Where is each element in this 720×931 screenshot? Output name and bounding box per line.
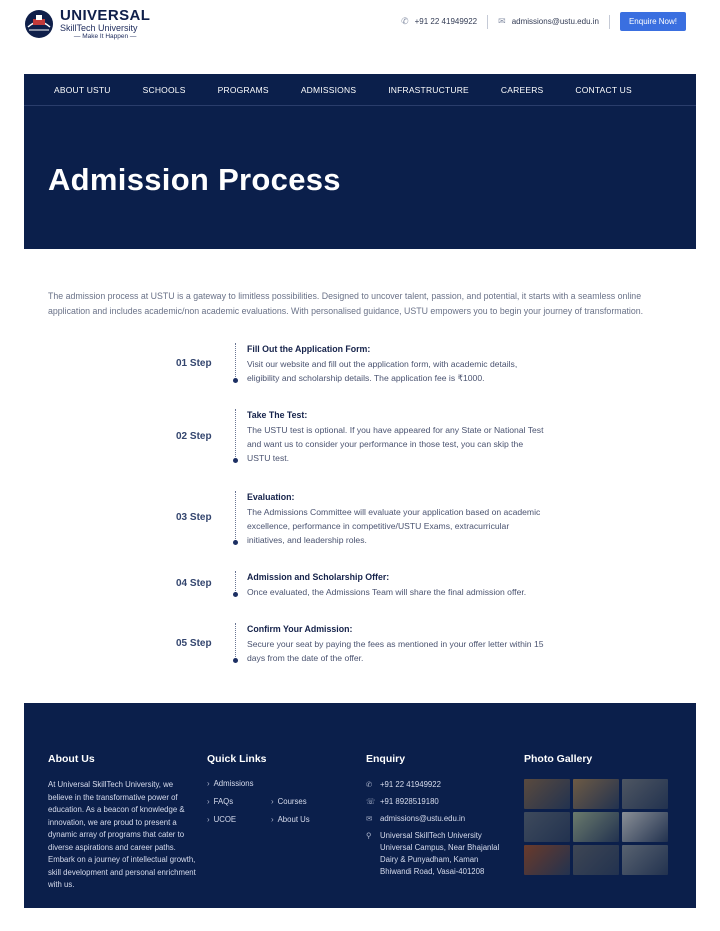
step-number: 05 Step [176, 638, 212, 649]
intro-paragraph: The admission process at USTU is a gateway to limitless possibilities. Designed to uncover talent, passion, and potential, it starts with a seamless online application and includes academic/non academic evaluations. With personalised guidance, USTU empowers you to begin your journey of transformation. [48, 291, 644, 316]
step-title: Evaluation: [247, 492, 295, 502]
timeline-dot [233, 592, 238, 597]
footer-address: ⚲ Universal SkillTech University Universal Campus, Near Bhajanlal Dairy & Punyadham, Kaman Bhiwandi Road, Vasai-401208 [366, 831, 500, 876]
step-title: Confirm Your Admission: [247, 624, 353, 634]
gallery-photo[interactable] [524, 845, 570, 875]
header-contact [401, 12, 686, 31]
timeline-dot [233, 378, 238, 383]
page-title: Admission Process [48, 162, 341, 197]
chevron-right-icon: › [271, 797, 274, 806]
step-text: The USTU test is optional. If you have appeared for any State or National Test and want us to consider your performance in those test, you can skip the USTU test. [247, 425, 544, 463]
whatsapp-icon: ☏ [366, 797, 376, 806]
timeline-dot [233, 658, 238, 663]
step-number: 03 Step [176, 512, 212, 523]
step-number: 01 Step [176, 358, 212, 369]
gallery-photo[interactable] [573, 845, 619, 875]
nav-item-infrastructure[interactable]: INFRASTRUCTURE [388, 84, 469, 95]
phone-icon: ✆ [366, 780, 373, 789]
chevron-right-icon: › [207, 815, 210, 824]
gallery-photo[interactable] [524, 812, 570, 842]
step-text: Secure your seat by paying the fees as mentioned in your offer letter within 15 days from the date of the offer. [247, 639, 544, 663]
footer-gallery [524, 753, 668, 875]
timeline-line [235, 491, 236, 541]
enquire-now-button[interactable]: Enquire Now! [620, 12, 686, 31]
footer-gallery-heading: Photo Gallery [524, 753, 593, 765]
step-title: Take The Test: [247, 410, 308, 420]
step-text: Once evaluated, the Admissions Team will share the final admission offer. [247, 587, 527, 597]
nav-item-contact-us[interactable]: CONTACT US [575, 84, 632, 95]
logo-subtitle: SkillTech University [60, 22, 138, 33]
footer-whatsapp[interactable]: ☏ +91 8928519180 [366, 797, 439, 806]
footer-link-ucoe[interactable]: › UCOE [207, 815, 237, 824]
gallery-photo[interactable] [573, 779, 619, 809]
timeline-line [235, 343, 236, 379]
nav-item-careers[interactable]: CAREERS [500, 84, 544, 95]
nav-item-about-ustu[interactable]: ABOUT USTU [54, 84, 111, 95]
gallery-photo[interactable] [622, 845, 668, 875]
main-nav [24, 74, 696, 106]
footer-link-about-us[interactable]: › About Us [271, 815, 310, 824]
nav-item-programs[interactable]: PROGRAMS [217, 84, 269, 95]
site-footer [24, 703, 696, 908]
logo-emblem-icon [24, 9, 54, 39]
footer-enquiry [366, 753, 506, 883]
gallery-photo[interactable] [524, 779, 570, 809]
step-title: Admission and Scholarship Offer: [247, 572, 390, 582]
hero-banner [24, 106, 696, 249]
mail-icon: ✉ [498, 16, 506, 26]
gallery-photo[interactable] [622, 779, 668, 809]
chevron-right-icon: › [207, 797, 210, 806]
mail-icon: ✉ [366, 814, 373, 823]
footer-about-heading: About Us [48, 753, 95, 765]
gallery-photo[interactable] [622, 812, 668, 842]
footer-enquiry-heading: Enquiry [366, 753, 406, 765]
location-pin-icon: ⚲ [366, 831, 372, 840]
footer-about-text: At Universal SkillTech University, we believe in the transformative power of education. As a beacon of knowledge & innovation, we are proud to present a dynamic array of programs that cater to diverse aspirations and career paths. Embark on a journey of intellectual growth, skill development and personal enrichment with us. [48, 780, 196, 889]
footer-phone[interactable]: ✆ +91 22 41949922 [366, 780, 441, 789]
timeline-line [235, 571, 236, 593]
phone-icon: ✆ [401, 16, 409, 26]
step-title: Fill Out the Application Form: [247, 344, 371, 354]
divider [609, 15, 610, 29]
photo-gallery-grid [524, 779, 668, 875]
footer-quick-links [207, 753, 347, 839]
timeline-line [235, 409, 236, 459]
logo-tagline: — Make It Happen — [73, 32, 137, 40]
timeline-line [235, 623, 236, 661]
step-number: 04 Step [176, 578, 212, 589]
gallery-photo[interactable] [573, 812, 619, 842]
footer-about [48, 753, 196, 892]
nav-item-admissions[interactable]: ADMISSIONS [300, 84, 357, 95]
step-text: Visit our website and fill out the application form, with academic details, eligibility and scholarship details. The application fee is ₹1000. [247, 359, 518, 383]
footer-link-courses[interactable]: › Courses [271, 797, 307, 806]
header-email[interactable]: admissions@ustu.edu.in [511, 17, 599, 26]
chevron-right-icon: › [207, 779, 210, 788]
footer-link-faqs[interactable]: › FAQs [207, 797, 234, 806]
timeline-dot [233, 540, 238, 545]
chevron-right-icon: › [271, 815, 274, 824]
footer-email[interactable]: ✉ admissions@ustu.edu.in [366, 814, 466, 823]
university-logo[interactable] [24, 6, 150, 42]
timeline-dot [233, 458, 238, 463]
nav-item-schools[interactable]: SCHOOLS [142, 84, 186, 95]
footer-quick-links-heading: Quick Links [207, 753, 267, 765]
footer-link-admissions[interactable]: › Admissions [207, 779, 254, 788]
divider [487, 15, 488, 29]
logo-title: UNIVERSAL [60, 6, 151, 24]
step-text: The Admissions Committee will evaluate your application based on academic excellence, performance in competitive/USTU Exams, extracurricular initiatives, and leadership roles. [247, 507, 541, 545]
header-phone[interactable]: +91 22 41949922 [414, 17, 478, 26]
step-number: 02 Step [176, 431, 212, 442]
